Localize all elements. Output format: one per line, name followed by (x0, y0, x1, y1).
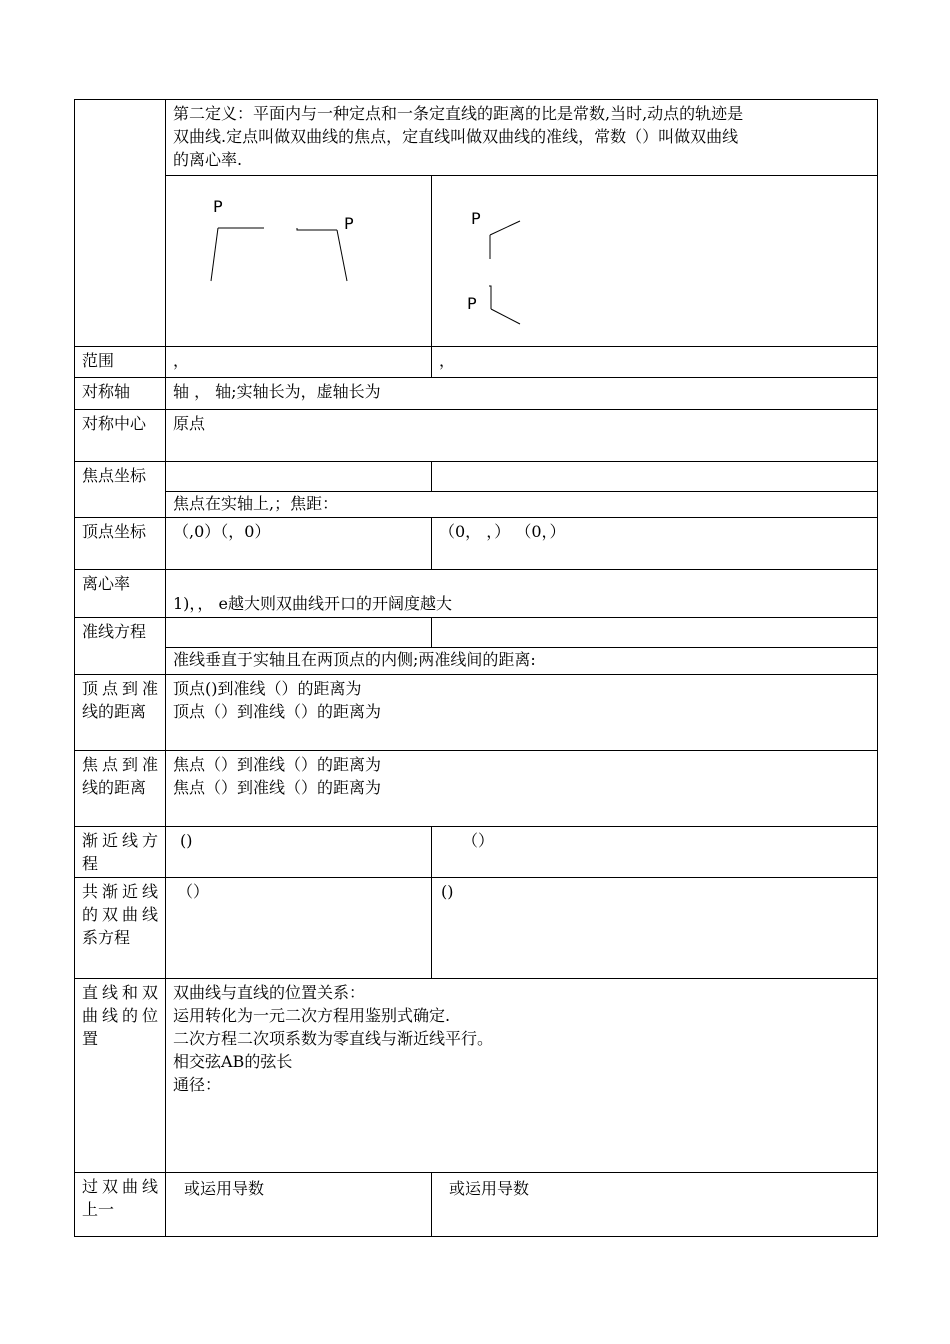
range-left: ， (166, 347, 432, 378)
right-horizontal-segment (297, 228, 337, 230)
empty-label-cell (75, 100, 166, 347)
focus-directrix-line-2: 焦点（）到准线（）的距离为 (173, 778, 382, 797)
focus-directrix-line-1: 焦点（）到准线（）的距离为 (173, 755, 382, 774)
left-figure-cell (166, 176, 432, 347)
directrix-left (166, 618, 432, 648)
eccentricity-text: 1)，， e越大则双曲线开口的开阔度越大 (166, 570, 878, 618)
left-slanted-segment (211, 228, 218, 281)
focus-text: 焦点在实轴上,；焦距： (166, 492, 878, 518)
point-label-p-right: P (344, 214, 354, 233)
lower-vertical-segment (489, 286, 491, 309)
line-position-line-1: 双曲线与直线的位置关系： (173, 983, 366, 1002)
center-row (75, 410, 878, 462)
line-position-line-5: 通径： (173, 1075, 222, 1094)
axis-label: 对称轴 (75, 378, 166, 410)
vertex-label: 顶点坐标 (75, 518, 166, 570)
range-label: 范围 (75, 347, 166, 378)
vertex-directrix-label: 顶点到准线的距离 (75, 675, 166, 751)
focus-directrix-cell (166, 751, 878, 827)
tangent-left: 或运用导数 (166, 1173, 432, 1237)
focus-left (166, 462, 432, 492)
common-asymptote-left: （） (166, 878, 432, 979)
point-label-p-top: P (471, 209, 481, 228)
vertex-directrix-line-2: 顶点（）到准线（）的距离为 (173, 702, 382, 721)
hyperbola-properties-table (74, 99, 878, 1237)
asymptote-row (75, 827, 878, 878)
axis-row (75, 378, 878, 410)
vertex-right: （0， ，） （0，） (432, 518, 878, 570)
line-position-line-3: 二次方程二次项系数为零直线与渐近线平行。 (173, 1029, 494, 1048)
point-label-p-bottom: P (467, 294, 477, 313)
focus-row-bottom (75, 492, 878, 518)
tangent-row (75, 1173, 878, 1237)
focus-right (432, 462, 878, 492)
line-position-label: 直线和双曲线的位置 (75, 979, 166, 1173)
line-position-line-2: 运用转化为一元二次方程用鉴别式确定. (173, 1006, 451, 1025)
common-asymptote-row (75, 878, 878, 979)
vertical-hyperbola-figure (432, 176, 878, 346)
eccentricity-row (75, 570, 878, 618)
directrix-text: 准线垂直于实轴且在两顶点的内侧;两准线间的距离: (166, 648, 878, 675)
center-text: 原点 (166, 410, 878, 462)
center-label: 对称中心 (75, 410, 166, 462)
vertex-directrix-row (75, 675, 878, 751)
asymptote-label: 渐近线方程 (75, 827, 166, 878)
point-label-p-left: P (213, 197, 223, 216)
directrix-label: 准线方程 (75, 618, 166, 675)
directrix-row-top (75, 618, 878, 648)
axis-text: 轴 ， 轴;实轴长为，虚轴长为 (166, 378, 878, 410)
directrix-right (432, 618, 878, 648)
tangent-label: 过双曲线上一 (75, 1173, 166, 1237)
asymptote-left: () (166, 827, 432, 878)
directrix-row-bottom (75, 648, 878, 675)
definition-cell (166, 100, 878, 176)
upper-slanted-segment (490, 221, 520, 235)
right-figure-cell (432, 176, 878, 347)
range-right: ， (432, 347, 878, 378)
definition-line-1: 第二定义：平面内与一种定点和一条定直线的距离的比是常数,当时,动点的轨迹是 (173, 104, 744, 123)
horizontal-hyperbola-figure (166, 176, 432, 346)
vertex-directrix-line-1: 顶点()到准线（）的距离为 (173, 679, 362, 698)
definition-line-3: 的离心率. (173, 150, 243, 169)
line-position-cell (166, 979, 878, 1173)
line-position-line-4: 相交弦AB的弦长 (173, 1052, 293, 1071)
common-asymptote-right: () (432, 878, 878, 979)
vertex-directrix-cell (166, 675, 878, 751)
focus-label: 焦点坐标 (75, 462, 166, 518)
lower-slanted-segment (491, 309, 520, 324)
focus-directrix-label: 焦点到准线的距离 (75, 751, 166, 827)
definition-line-2: 双曲线.定点叫做双曲线的焦点，定直线叫做双曲线的准线，常数（）叫做双曲线 (173, 127, 739, 146)
asymptote-right: （） (432, 827, 878, 878)
definition-row (75, 100, 878, 176)
focus-directrix-row (75, 751, 878, 827)
common-asymptote-label: 共渐近线的双曲线系方程 (75, 878, 166, 979)
tangent-right: 或运用导数 (432, 1173, 878, 1237)
vertex-left: （,0）（，0） (166, 518, 432, 570)
eccentricity-label: 离心率 (75, 570, 166, 618)
right-slanted-segment (337, 230, 347, 281)
range-row (75, 347, 878, 378)
vertex-row (75, 518, 878, 570)
line-position-row (75, 979, 878, 1173)
focus-row-top (75, 462, 878, 492)
figure-row (75, 176, 878, 347)
